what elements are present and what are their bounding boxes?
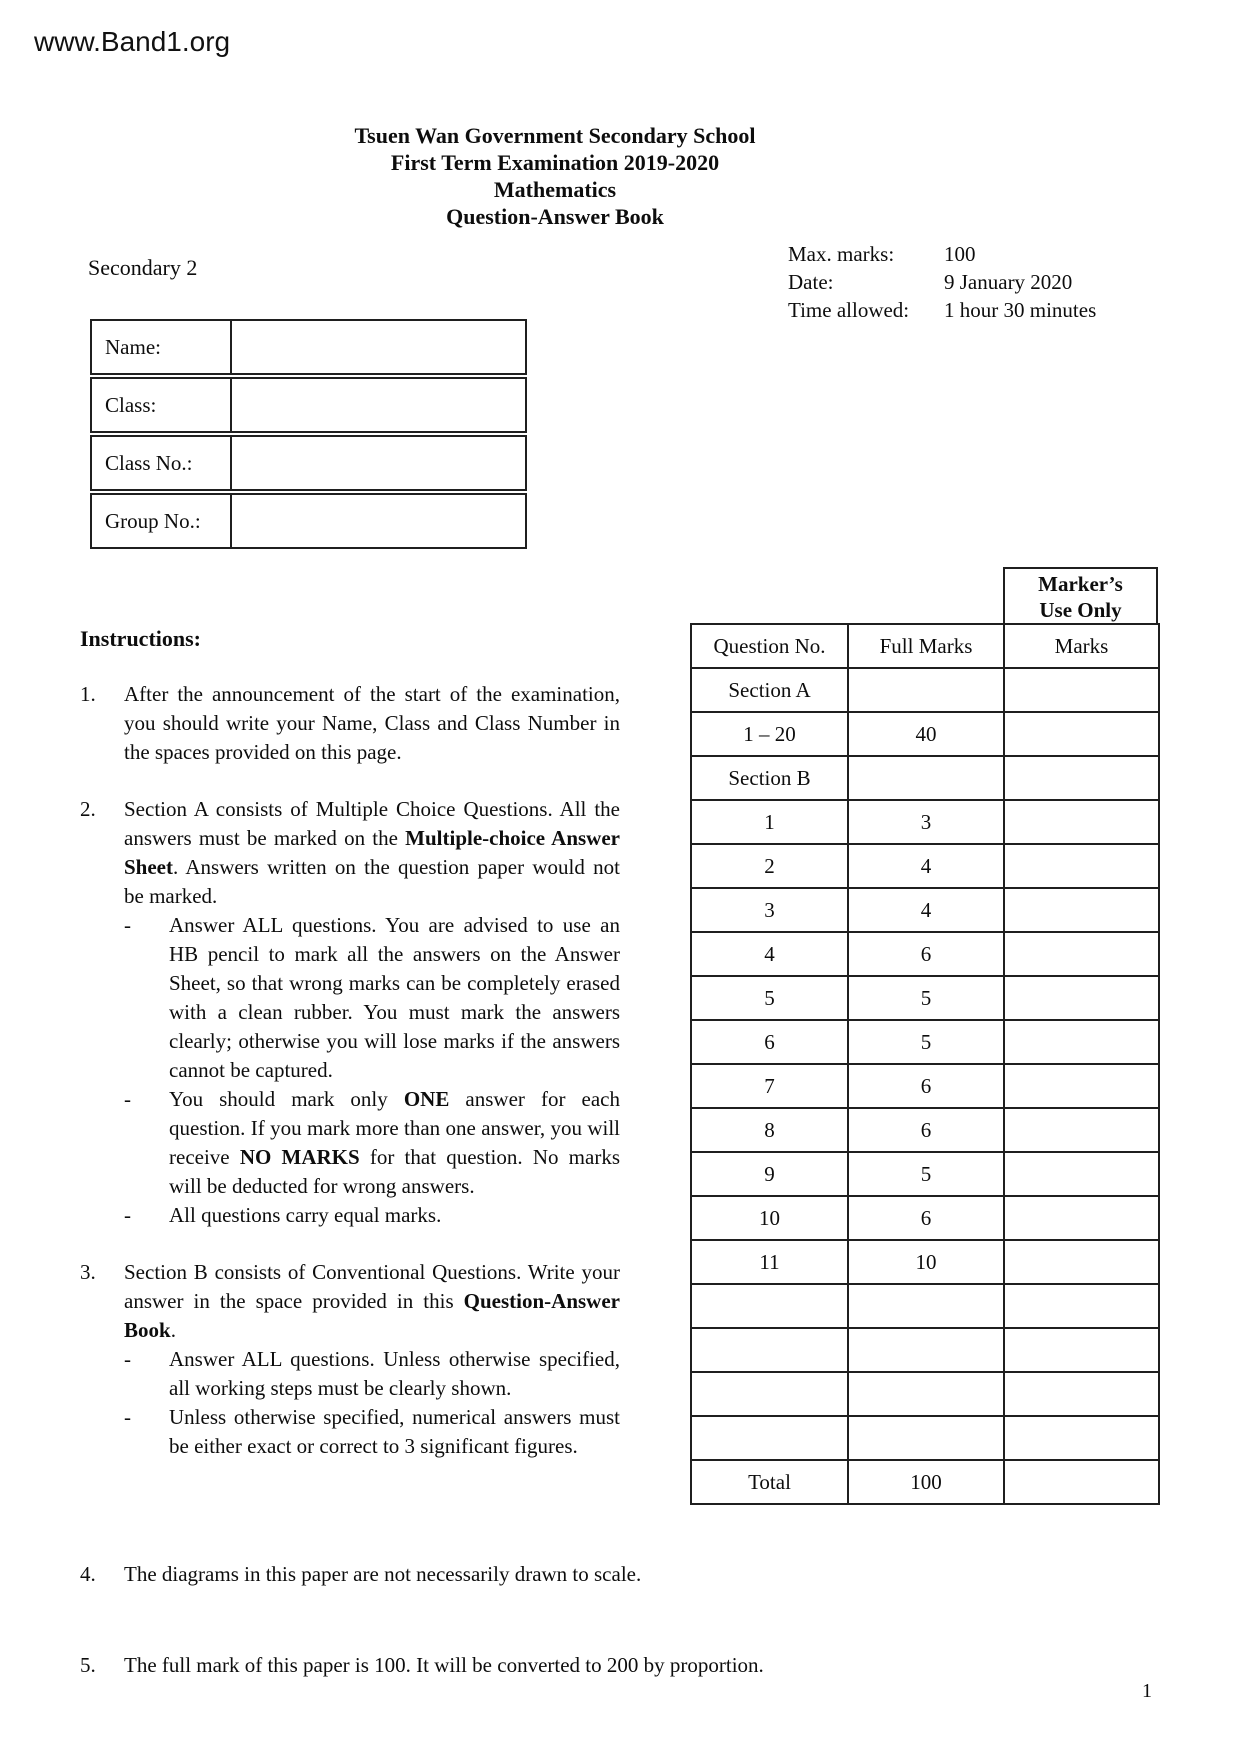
exam-info-value: 1 hour 30 minutes <box>944 298 1097 322</box>
school-name: Tsuen Wan Government Secondary School <box>354 123 756 148</box>
instruction-item-text: Section B consists of Conventional Questions. Write your answer in the space provided in this Question-Answer Book. <box>124 1260 620 1342</box>
form-field-label: Class: <box>92 379 232 431</box>
full-marks-cell <box>848 668 1004 712</box>
full-marks-cell: 4 <box>848 888 1004 932</box>
marks-cell <box>1004 844 1159 888</box>
exam-info-label: Time allowed: <box>788 298 910 322</box>
student-form-row <box>90 319 527 375</box>
marks-table-row <box>691 1152 1159 1196</box>
exam-info-value: 9 January 2020 <box>944 270 1073 294</box>
question-no-cell: 8 <box>691 1108 848 1152</box>
full-marks-cell: 40 <box>848 712 1004 756</box>
marks-table-row <box>691 1196 1159 1240</box>
exam-info-label: Date: <box>788 270 834 294</box>
instruction-sub-text: Unless otherwise specified, numerical answers must be either exact or correct to 3 significant figures. <box>169 1405 620 1458</box>
form-field-input-area[interactable] <box>232 321 525 373</box>
marks-table-row <box>691 712 1159 756</box>
marks-table-header-row <box>691 624 1159 668</box>
markers-use-only-line1: Marker’s <box>1038 572 1123 596</box>
column-header-full-marks: Full Marks <box>848 624 1004 668</box>
exam-info-value: 100 <box>944 242 976 266</box>
marks-cell <box>1004 1064 1159 1108</box>
question-no-cell: 9 <box>691 1152 848 1196</box>
question-no-cell <box>691 1284 848 1328</box>
form-field-input-area[interactable] <box>232 437 525 489</box>
question-no-cell <box>691 1372 848 1416</box>
marks-table-row <box>691 1284 1159 1328</box>
full-marks-cell <box>848 1372 1004 1416</box>
markers-use-only-header <box>1003 567 1158 625</box>
full-marks-cell <box>848 756 1004 800</box>
question-no-cell: 2 <box>691 844 848 888</box>
question-no-cell <box>691 1328 848 1372</box>
question-no-cell: Section B <box>691 756 848 800</box>
instruction-item-text: The full mark of this paper is 100. It will be converted to 200 by proportion. <box>124 1653 764 1677</box>
question-no-cell <box>691 1416 848 1460</box>
marks-table-row <box>691 1064 1159 1108</box>
instruction-sub-item <box>124 1345 620 1403</box>
instruction-sub-list <box>124 1345 620 1461</box>
column-header-question-no: Question No. <box>691 624 848 668</box>
instructions-heading: Instructions: <box>80 626 202 651</box>
instruction-item-number: 5. <box>80 1653 96 1677</box>
marks-table-row <box>691 1372 1159 1416</box>
instruction-item-text: Section A consists of Multiple Choice Questions. All the answers must be marked on the Multiple-choice Answer Sheet. Answers written on the question paper would not be marked. <box>124 797 620 908</box>
full-marks-cell: 4 <box>848 844 1004 888</box>
marks-cell <box>1004 1416 1159 1460</box>
question-no-cell: 3 <box>691 888 848 932</box>
dash-bullet: - <box>124 1203 131 1227</box>
question-no-cell: 1 – 20 <box>691 712 848 756</box>
exam-name: First Term Examination 2019-2020 <box>390 150 720 175</box>
full-marks-cell <box>848 1328 1004 1372</box>
marks-cell <box>1004 1196 1159 1240</box>
exam-info-label: Max. marks: <box>788 242 895 266</box>
student-info-table <box>90 319 527 551</box>
marks-cell <box>1004 1020 1159 1064</box>
marks-cell <box>1004 1284 1159 1328</box>
full-marks-cell <box>848 1416 1004 1460</box>
form-field-input-area[interactable] <box>232 379 525 431</box>
page-title <box>80 122 1030 230</box>
question-no-cell: 6 <box>691 1020 848 1064</box>
markers-use-only-line2: Use Only <box>1039 598 1122 622</box>
instruction-sub-text: All questions carry equal marks. <box>169 1203 442 1227</box>
marks-table-row <box>691 1460 1159 1504</box>
marks-table-row <box>691 844 1159 888</box>
marks-table-row <box>691 668 1159 712</box>
full-marks-cell: 3 <box>848 800 1004 844</box>
form-field-input-area[interactable] <box>232 495 525 547</box>
full-marks-cell: 5 <box>848 1020 1004 1064</box>
marks-cell <box>1004 888 1159 932</box>
full-marks-cell: 100 <box>848 1460 1004 1504</box>
form-field-label: Group No.: <box>92 495 232 547</box>
marks-table-row <box>691 1416 1159 1460</box>
instruction-item-number: 1. <box>80 682 96 706</box>
marks-cell <box>1004 712 1159 756</box>
marks-cell <box>1004 1108 1159 1152</box>
marks-table-row <box>691 976 1159 1020</box>
full-marks-cell: 5 <box>848 976 1004 1020</box>
full-marks-cell <box>848 1284 1004 1328</box>
marks-table-row <box>691 932 1159 976</box>
student-form-row <box>90 435 527 491</box>
marks-table-row <box>691 756 1159 800</box>
instruction-item-text: The diagrams in this paper are not necessarily drawn to scale. <box>124 1562 642 1586</box>
instruction-sub-text: Answer ALL questions. You are advised to use an HB pencil to mark all the answers on the Answer Sheet, so that wrong marks can be completely erased with a clean rubber. You must mark the answers clearly; otherwise you will lose marks if the answers cannot be captured. <box>169 913 620 1082</box>
instruction-sub-text: You should mark only ONE answer for each question. If you mark more than one answer, you will receive NO MARKS for that question. No marks will be deducted for wrong answers. <box>169 1087 620 1198</box>
instruction-sub-item <box>124 1085 620 1201</box>
exam-info-row <box>788 268 1096 296</box>
instructions-list-wide <box>80 1560 1010 1680</box>
full-marks-cell: 6 <box>848 932 1004 976</box>
marks-cell <box>1004 1152 1159 1196</box>
student-form-row <box>90 377 527 433</box>
marks-cell <box>1004 668 1159 712</box>
form-field-label: Class No.: <box>92 437 232 489</box>
exam-info-row <box>788 296 1096 324</box>
instructions-section <box>80 624 620 1461</box>
marks-cell <box>1004 976 1159 1020</box>
instruction-sub-item <box>124 911 620 1085</box>
instruction-item <box>80 1651 1010 1680</box>
dash-bullet: - <box>124 1347 131 1371</box>
instruction-item-number: 4. <box>80 1562 96 1586</box>
column-header-marks: Marks <box>1004 624 1159 668</box>
question-no-cell: 1 <box>691 800 848 844</box>
full-marks-cell: 6 <box>848 1064 1004 1108</box>
marks-table-row <box>691 800 1159 844</box>
book-name: Question-Answer Book <box>446 204 664 229</box>
marks-table-row <box>691 1328 1159 1372</box>
marks-table-row <box>691 1108 1159 1152</box>
instruction-sub-list <box>124 911 620 1230</box>
marks-cell <box>1004 1328 1159 1372</box>
subject-name: Mathematics <box>493 177 617 202</box>
instruction-item <box>80 680 620 767</box>
question-no-cell: 7 <box>691 1064 848 1108</box>
question-no-cell: Total <box>691 1460 848 1504</box>
question-no-cell: 4 <box>691 932 848 976</box>
marks-cell <box>1004 1372 1159 1416</box>
marks-cell <box>1004 1240 1159 1284</box>
marks-cell <box>1004 756 1159 800</box>
instruction-item <box>80 795 620 1230</box>
dash-bullet: - <box>124 1087 131 1111</box>
instruction-item-number: 2. <box>80 797 96 821</box>
question-no-cell: 10 <box>691 1196 848 1240</box>
question-no-cell: 11 <box>691 1240 848 1284</box>
marks-cell <box>1004 800 1159 844</box>
dash-bullet: - <box>124 913 131 937</box>
full-marks-cell: 5 <box>848 1152 1004 1196</box>
secondary-level-label: Secondary 2 <box>88 255 198 280</box>
instruction-item <box>80 1560 1010 1589</box>
marks-table <box>690 623 1160 1505</box>
student-form-row <box>90 493 527 549</box>
instruction-item <box>80 1258 620 1461</box>
full-marks-cell: 6 <box>848 1108 1004 1152</box>
instruction-item-number: 3. <box>80 1260 96 1284</box>
marks-table-row <box>691 1240 1159 1284</box>
marks-table-row <box>691 888 1159 932</box>
exam-info-row <box>788 240 1096 268</box>
instructions-list <box>80 680 620 1461</box>
marks-cell <box>1004 1460 1159 1504</box>
full-marks-cell: 6 <box>848 1196 1004 1240</box>
instruction-item-text: After the announcement of the start of the examination, you should write your Name, Class and Class Number in the spaces provided on this page. <box>124 682 620 764</box>
marks-cell <box>1004 932 1159 976</box>
dash-bullet: - <box>124 1405 131 1429</box>
instruction-sub-text: Answer ALL questions. Unless otherwise specified, all working steps must be clearly shown. <box>169 1347 620 1400</box>
exam-info-block <box>788 240 1096 324</box>
marks-table-row <box>691 1020 1159 1064</box>
watermark-site-label: www.Band1.org <box>34 26 231 57</box>
question-no-cell: 5 <box>691 976 848 1020</box>
instruction-sub-item <box>124 1403 620 1461</box>
page-number: 1 <box>1142 1680 1152 1702</box>
instruction-sub-item <box>124 1201 620 1230</box>
question-no-cell: Section A <box>691 668 848 712</box>
form-field-label: Name: <box>92 321 232 373</box>
full-marks-cell: 10 <box>848 1240 1004 1284</box>
